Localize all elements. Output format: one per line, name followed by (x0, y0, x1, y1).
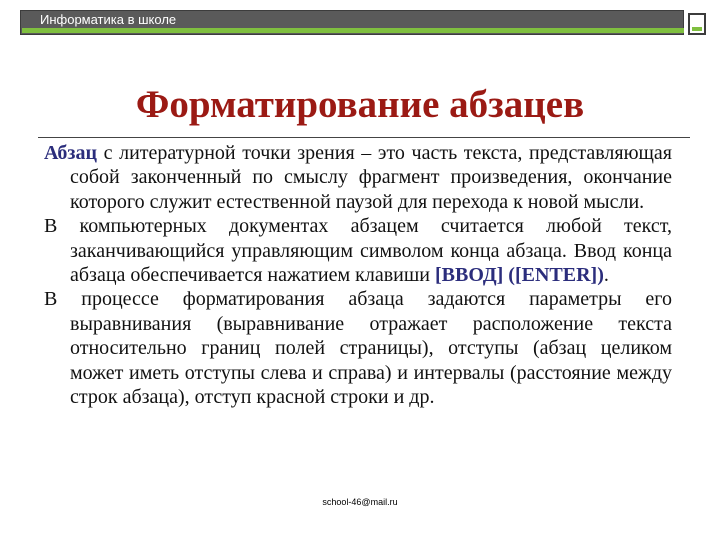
term-enter-key: [ВВОД] ([ENTER]) (434, 264, 604, 287)
paragraph-1-text: с литературной точки зрения – это часть текста, представляющая собой законченный по смыслу фрагмент произведения, окончание которого служит естественной паузой для перехода к новой мысли. (70, 142, 672, 213)
corner-decoration (688, 13, 706, 35)
slide-title: Форматирование абзацев (135, 83, 585, 126)
slide-body (44, 141, 672, 409)
header-text: Информатика в школе (40, 12, 177, 27)
paragraph-2-end: . (603, 264, 609, 287)
paragraph-2 (44, 214, 672, 287)
header-accent-stripe (22, 28, 684, 33)
paragraph-3 (44, 287, 672, 409)
title-divider (38, 137, 690, 138)
term-paragraph: Абзац (44, 142, 97, 164)
footer-email: school-46@mail.ru (322, 497, 398, 507)
paragraph-1 (44, 141, 672, 214)
paragraph-2-text: В компьютерных документах абзацем считается любой текст, заканчивающийся управляющим символом конца абзаца. Ввод конца абзаца обеспечивается нажатием клавиши (44, 215, 672, 287)
paragraph-3-text: В процессе форматирования абзаца задаются параметры его выравнивания (выравнивание отражает расположение текста относительно границ полей страницы), отступы (абзац целиком может иметь отступы слева и справа) и интервалы (расстояние между строк абзаца), отступ красной строки и др. (44, 288, 672, 409)
